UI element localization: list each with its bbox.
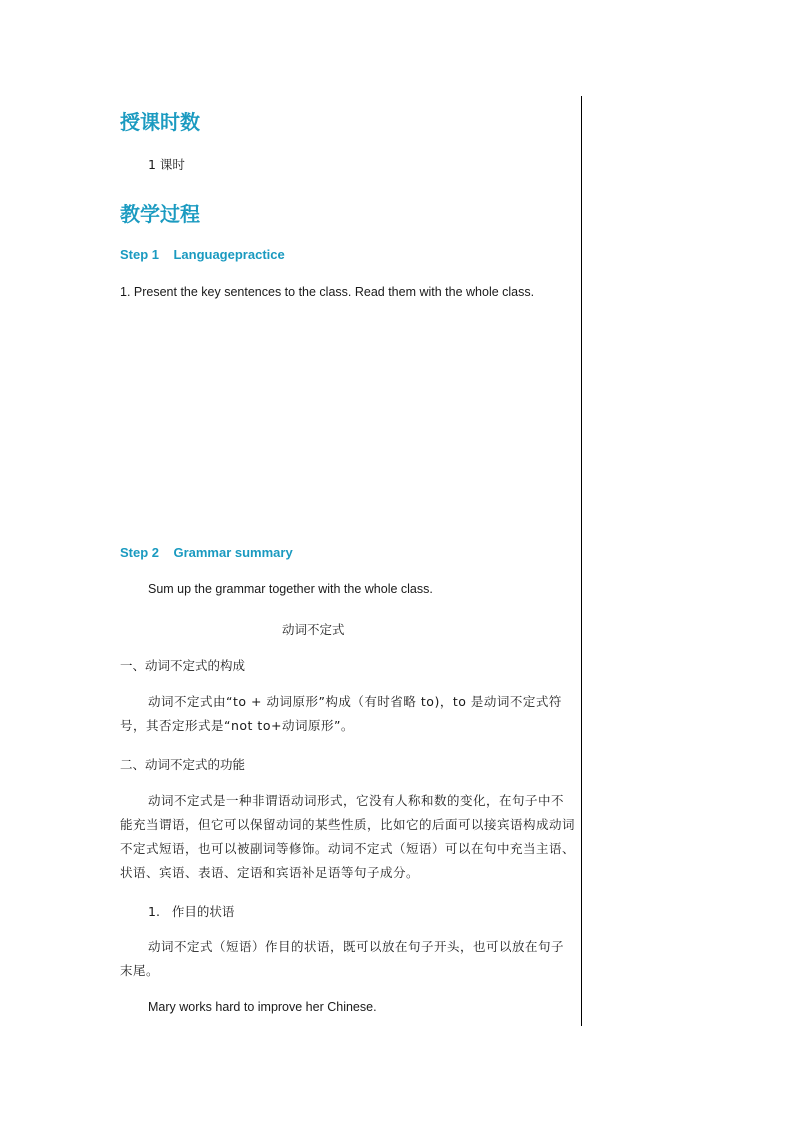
part2-heading: 二、动词不定式的功能 <box>120 757 246 772</box>
sub1-text: 动词不定式（短语）作目的状语，既可以放在句子开头，也可以放在句子末尾。 <box>120 939 565 978</box>
part1-text: 动词不定式由“to + 动词原形”构成（有时省略 to)，to 是动词不定式符号，其否定形式是“not to+动词原形”。 <box>120 694 562 733</box>
part1-heading: 一、动词不定式的构成 <box>120 658 246 673</box>
step2-heading: Step 2 Grammar summary <box>120 545 293 560</box>
class-hours-value: 1 课时 <box>148 157 185 172</box>
step1-item1: 1. Present the key sentences to the class. Read them with the whole class. <box>120 285 535 299</box>
example-sentence: Mary works hard to improve her Chinese. <box>148 1000 377 1014</box>
process-heading: 教学过程 <box>120 202 200 226</box>
class-hours-heading: 授课时数 <box>120 110 200 134</box>
step2-intro: Sum up the grammar together with the whole class. <box>148 582 433 596</box>
part2-text: 动词不定式是一种非谓语动词形式，它没有人称和数的变化，在句子中不能充当谓语，但它可以保留动词的某些性质，比如它的后面可以接宾语构成动词不定式短语，也可以被副词等修饰。动词不定式（短语）可以在句中充当主语、状语、宾语、表语、定语和宾语补足语等句子成分。 <box>120 793 576 880</box>
sub1-heading: 1. 作目的状语 <box>148 904 235 919</box>
step1-heading: Step 1 Languagepractice <box>120 247 285 262</box>
margin-rule <box>581 96 582 1026</box>
grammar-title: 动词不定式 <box>282 622 345 637</box>
